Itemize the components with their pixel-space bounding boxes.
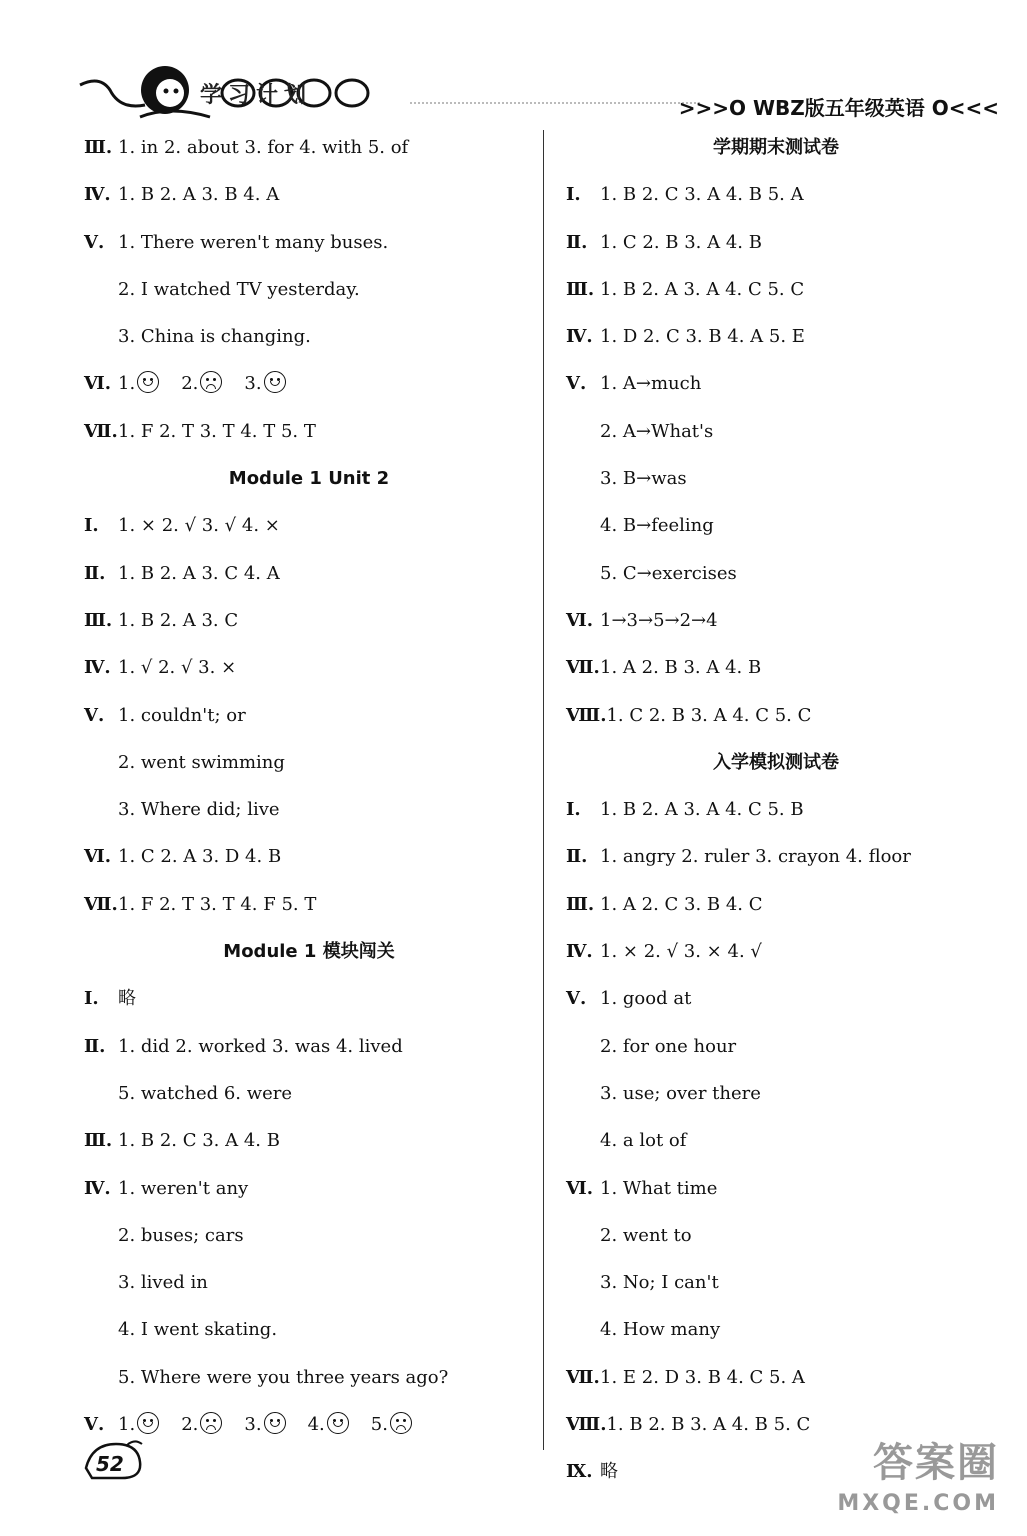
answer-line [566, 881, 986, 928]
answer-line [84, 881, 534, 928]
answer-text: 1. A 2. B 3. A 4. B [600, 657, 762, 679]
answer-text: 略 [600, 1461, 618, 1483]
face-label: 3. [244, 373, 262, 395]
answer-text: 1. weren't any [118, 1177, 249, 1199]
question-number: Ⅸ. [566, 1461, 593, 1483]
answer-line [566, 1354, 986, 1401]
answer-text: 1. B 2. A 3. A 4. C 5. B [600, 799, 804, 821]
answer-line [566, 833, 986, 880]
answer-line [84, 1259, 534, 1306]
question-number: Ⅰ. [84, 515, 99, 537]
answer-line [84, 408, 534, 455]
answer-text: 2. A→What's [600, 420, 714, 442]
page-number: 52 [96, 1452, 124, 1476]
question-number: Ⅰ. [84, 988, 99, 1010]
question-number: Ⅶ. [84, 893, 118, 915]
answer-line [566, 1165, 986, 1212]
answer-text: 2. for one hour [600, 1035, 737, 1057]
answer-text: 1. B 2. C 3. A 4. B [118, 1130, 280, 1152]
right-answer-column [566, 124, 986, 1496]
answer-text: 1. F 2. T 3. T 4. F 5. T [118, 893, 317, 915]
answer-text: 1. B 2. C 3. A 4. B 5. A [600, 184, 804, 206]
answer-text: 1. D 2. C 3. B 4. A 5. E [600, 326, 805, 348]
question-number: Ⅱ. [84, 562, 106, 584]
answer-text: 略 [118, 988, 136, 1010]
face-label: 5. [370, 1414, 388, 1436]
answer-text: 3. B→was [600, 468, 687, 490]
question-number: Ⅴ. [566, 988, 587, 1010]
answer-line [84, 502, 534, 549]
answer-line [84, 219, 534, 266]
answer-line [84, 833, 534, 880]
answer-line [84, 360, 534, 407]
answer-text: 5. Where were you three years ago? [118, 1366, 449, 1388]
answer-line [566, 360, 986, 407]
question-number: Ⅰ. [566, 184, 581, 206]
watermark-url: MXQE.COM [837, 1491, 999, 1516]
answer-line [566, 266, 986, 313]
answer-text: 1. C 2. A 3. D 4. B [118, 846, 282, 868]
happy-face-icon [137, 1412, 159, 1434]
left-answer-column [84, 124, 534, 1448]
answer-line [84, 1070, 534, 1117]
answer-line [566, 644, 986, 691]
sad-face-icon [200, 1412, 222, 1434]
question-number: Ⅵ. [84, 373, 111, 395]
happy-face-icon [264, 371, 286, 393]
happy-face-icon [264, 1412, 286, 1434]
answer-text: 1. E 2. D 3. B 4. C 5. A [600, 1366, 805, 1388]
question-number: Ⅱ. [566, 231, 588, 253]
answer-line [566, 408, 986, 455]
section-heading: Module 1 模块闯关 [223, 941, 395, 963]
answer-text: 4. How many [600, 1319, 721, 1341]
question-number: Ⅰ. [566, 799, 581, 821]
question-number: Ⅳ. [84, 657, 111, 679]
answer-text: 1. angry 2. ruler 3. crayon 4. floor [600, 846, 911, 868]
happy-face-icon [327, 1412, 349, 1434]
answer-text: 1→3→5→2→4 [600, 609, 718, 631]
answer-line [84, 1306, 534, 1353]
answer-line [84, 1401, 534, 1448]
answer-text: 1. couldn't; or [118, 704, 246, 726]
answer-text: 1. A→much [600, 373, 702, 395]
answer-line [566, 692, 986, 739]
answer-text: 4. I went skating. [118, 1319, 278, 1341]
face-label: 4. [307, 1414, 325, 1436]
answer-line [566, 786, 986, 833]
question-number: Ⅵ. [566, 609, 593, 631]
answer-line [84, 1117, 534, 1164]
question-number: Ⅴ. [84, 1414, 105, 1436]
question-number: Ⅲ. [84, 1130, 113, 1152]
question-number: Ⅷ. [566, 1414, 607, 1436]
answer-text: 1. B 2. A 3. A 4. C 5. C [600, 278, 805, 300]
face-label: 3. [244, 1414, 262, 1436]
answer-text: 2. went swimming [118, 751, 285, 773]
answer-text: 2. went to [600, 1224, 692, 1246]
answer-text: 4. B→feeling [600, 515, 714, 537]
question-number: Ⅶ. [566, 657, 600, 679]
happy-face-icon [137, 371, 159, 393]
answer-line [566, 928, 986, 975]
answer-text: 1. What time [600, 1177, 718, 1199]
answer-text: 3. Where did; live [118, 799, 280, 821]
answer-line [84, 266, 534, 313]
question-number: Ⅳ. [566, 326, 593, 348]
answer-text: 3. China is changing. [118, 326, 311, 348]
answer-line [84, 644, 534, 691]
answer-line [566, 219, 986, 266]
answer-text: 1. F 2. T 3. T 4. T 5. T [118, 420, 316, 442]
section-heading: 学期期末测试卷 [713, 137, 839, 158]
answer-line [84, 739, 534, 786]
answer-text: 5. C→exercises [600, 562, 737, 584]
answer-text: 1. A 2. C 3. B 4. C [600, 893, 763, 915]
question-number: Ⅴ. [84, 231, 105, 253]
question-number: Ⅴ. [566, 373, 587, 395]
answer-text: 1. × 2. √ 3. √ 4. × [118, 515, 280, 537]
answer-line [84, 1165, 534, 1212]
question-number: Ⅶ. [566, 1366, 600, 1388]
answer-text: 1. good at [600, 988, 692, 1010]
answer-line [566, 1070, 986, 1117]
answer-line [566, 455, 986, 502]
sad-face-icon [390, 1412, 412, 1434]
question-number: Ⅳ. [84, 1177, 111, 1199]
answer-line [566, 1023, 986, 1070]
answer-text: 2. buses; cars [118, 1224, 244, 1246]
column-divider [543, 130, 544, 1450]
question-number: Ⅱ. [84, 1035, 106, 1057]
answer-text: 1. × 2. √ 3. × 4. √ [600, 941, 762, 963]
question-number: Ⅴ. [84, 704, 105, 726]
answer-text: 1. C 2. B 3. A 4. B [600, 231, 762, 253]
book-series-label: >>>O WBZ版五年级英语 O<<< [678, 96, 999, 120]
section-heading: Module 1 Unit 2 [228, 468, 390, 490]
answer-line [566, 502, 986, 549]
sad-face-icon [200, 371, 222, 393]
answer-line [84, 1212, 534, 1259]
question-number: Ⅶ. [84, 420, 118, 442]
question-number: Ⅲ. [566, 893, 595, 915]
answer-text: 1. B 2. A 3. C [118, 609, 239, 631]
question-number: Ⅵ. [566, 1177, 593, 1199]
face-label: 1. [118, 373, 136, 395]
answer-line [566, 975, 986, 1022]
answer-text: 5. watched 6. were [118, 1082, 293, 1104]
header-dotted-rule [410, 102, 700, 104]
answer-text: 4. a lot of [600, 1130, 687, 1152]
answer-line [84, 171, 534, 218]
answer-line [566, 171, 986, 218]
answer-line [84, 124, 534, 171]
answer-line [84, 1023, 534, 1070]
answer-line [566, 313, 986, 360]
answer-line [84, 550, 534, 597]
answer-text: 3. No; I can't [600, 1272, 719, 1294]
answer-text: 1. B 2. B 3. A 4. B 5. C [606, 1414, 811, 1436]
section-heading: 入学模拟测试卷 [713, 751, 839, 773]
answer-text: 1. √ 2. √ 3. × [118, 657, 237, 679]
answer-line [84, 1354, 534, 1401]
answer-line [566, 1259, 986, 1306]
face-label: 2. [181, 1414, 199, 1436]
question-number: Ⅲ. [566, 278, 595, 300]
question-number: Ⅲ. [84, 137, 113, 158]
question-number: Ⅳ. [84, 184, 111, 206]
question-number: Ⅵ. [84, 846, 111, 868]
answer-text: 3. use; over there [600, 1082, 761, 1104]
answer-text: 1. There weren't many buses. [118, 231, 389, 253]
answer-text: 1. did 2. worked 3. was 4. lived [118, 1035, 403, 1057]
answer-line [566, 597, 986, 644]
answer-line [566, 1117, 986, 1164]
face-label: 1. [118, 1414, 136, 1436]
answer-text: 2. I watched TV yesterday. [118, 278, 360, 300]
answer-text: 1. B 2. A 3. B 4. A [118, 184, 280, 206]
answer-line [84, 786, 534, 833]
answer-text: 3. lived in [118, 1272, 208, 1294]
answer-line [84, 692, 534, 739]
answer-line [84, 597, 534, 644]
answer-text: 1. in 2. about 3. for 4. with 5. of [118, 137, 409, 158]
question-number: Ⅳ. [566, 941, 593, 963]
answer-text: 1. B 2. A 3. C 4. A [118, 562, 280, 584]
answer-line [566, 550, 986, 597]
logo-title: 学习计划 [200, 83, 313, 108]
watermark-logo: 答案圈 [873, 1440, 999, 1486]
answer-line [84, 313, 534, 360]
answer-text: 1. C 2. B 3. A 4. C 5. C [606, 704, 812, 726]
question-number: Ⅲ. [84, 609, 113, 631]
answer-line [566, 1212, 986, 1259]
page-header [0, 0, 1027, 130]
answer-line [566, 1306, 986, 1353]
answer-line [84, 975, 534, 1022]
face-label: 2. [181, 373, 199, 395]
question-number: Ⅷ. [566, 704, 607, 726]
question-number: Ⅱ. [566, 846, 588, 868]
